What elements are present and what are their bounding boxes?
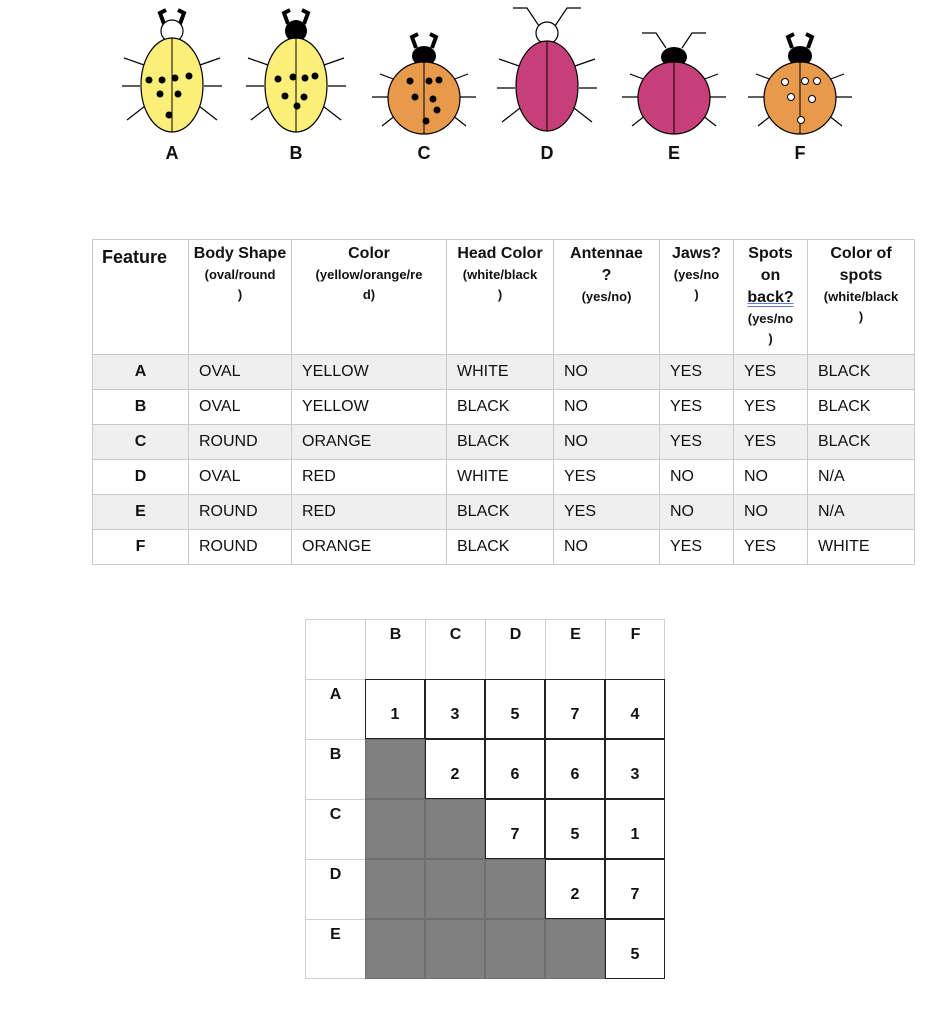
beetle-illustrations [0,0,951,175]
matrix-value-cell: 7 [545,679,605,739]
table-row [93,390,915,425]
matrix-value-cell: 7 [485,799,545,859]
cell-jaws: NO [660,460,734,495]
cell-shape: OVAL [189,460,292,495]
table-row [93,425,915,460]
matrix-value-cell: 3 [605,739,665,799]
matrix-col-label: B [365,619,425,679]
header-head-color-sub: (white/black ) [462,267,538,302]
matrix-row-label: E [305,919,365,979]
beetle-b-drawing [236,0,356,140]
header-antennae-title: Antennae ? [570,245,643,284]
row-label: F [93,530,189,565]
matrix-value-cell: 2 [425,739,485,799]
beetle-e-drawing [614,0,734,140]
row-label: D [93,460,189,495]
beetle-f-drawing [740,0,860,140]
cell-shape: ROUND [189,495,292,530]
header-antennae [554,240,660,355]
matrix-value-cell: 5 [545,799,605,859]
cell-color: YELLOW [292,355,447,390]
beetle-c-label: C [417,143,431,163]
matrix-shaded-cell [425,919,485,979]
beetle-c [364,0,484,175]
header-jaws-title: Jaws? [672,245,721,262]
cell-shape: ROUND [189,425,292,460]
distance-matrix [305,619,665,979]
matrix-shaded-cell [425,859,485,919]
cell-color: YELLOW [292,390,447,425]
cell-spot-color: BLACK [808,425,915,460]
cell-color: ORANGE [292,425,447,460]
beetle-e-label: E [667,143,680,163]
beetle-d-drawing [487,0,607,140]
header-feature: Feature [93,240,189,355]
header-jaws [660,240,734,355]
matrix-value-cell: 1 [605,799,665,859]
matrix-shaded-cell [365,739,425,799]
cell-spot-color: N/A [808,495,915,530]
matrix-shaded-cell [545,919,605,979]
matrix-row-label: B [305,739,365,799]
matrix-shaded-cell [485,919,545,979]
table-row [93,530,915,565]
header-head-color [447,240,554,355]
header-spot-color [808,240,915,355]
table-row [93,355,915,390]
beetle-e [614,0,734,175]
matrix-value-cell: 7 [605,859,665,919]
beetle-a-label: A [165,143,179,163]
table-row [93,495,915,530]
header-color-sub: (yellow/orange/re d) [315,267,423,302]
header-jaws-sub: (yes/no ) [673,267,720,302]
header-spots-sub: (yes/no ) [747,311,794,346]
cell-spots: YES [734,530,808,565]
cell-antennae: NO [554,530,660,565]
cell-shape: OVAL [189,355,292,390]
matrix-value-cell: 6 [485,739,545,799]
row-label: C [93,425,189,460]
cell-spot-color: BLACK [808,355,915,390]
cell-spots: NO [734,460,808,495]
row-label: B [93,390,189,425]
cell-spots: YES [734,425,808,460]
beetle-b [236,0,356,175]
matrix-value-cell: 2 [545,859,605,919]
beetle-d-label: D [540,143,554,163]
cell-color: RED [292,460,447,495]
matrix-value-cell: 6 [545,739,605,799]
matrix-value-cell: 1 [365,679,425,739]
cell-head: WHITE [447,355,554,390]
header-spots [734,240,808,355]
cell-spots: NO [734,495,808,530]
cell-jaws: YES [660,355,734,390]
cell-jaws: YES [660,530,734,565]
header-spots-link[interactable]: back? [747,289,794,306]
matrix-value-cell: 4 [605,679,665,739]
cell-antennae: NO [554,425,660,460]
cell-antennae: NO [554,355,660,390]
beetle-b-label: B [289,143,303,163]
matrix-col-label: F [605,619,665,679]
matrix-row-label: A [305,679,365,739]
cell-head: BLACK [447,495,554,530]
beetle-c-drawing [364,0,484,140]
beetle-a [112,0,232,175]
matrix-shaded-cell [425,799,485,859]
cell-antennae: YES [554,460,660,495]
cell-head: BLACK [447,425,554,460]
matrix-col-label: D [485,619,545,679]
cell-color: ORANGE [292,530,447,565]
cell-spot-color: BLACK [808,390,915,425]
matrix-value-cell: 5 [485,679,545,739]
matrix-shaded-cell [365,919,425,979]
header-color-title: Color [348,245,390,262]
cell-antennae: YES [554,495,660,530]
matrix-shaded-cell [365,799,425,859]
matrix-value-cell: 5 [605,919,665,979]
cell-jaws: NO [660,495,734,530]
cell-spot-color: N/A [808,460,915,495]
beetle-d [487,0,607,175]
header-body-shape-title: Body Shape [193,245,287,262]
matrix-row-label: C [305,799,365,859]
matrix-corner [305,619,365,679]
cell-jaws: YES [660,390,734,425]
header-body-shape [189,240,292,355]
table-row [93,460,915,495]
header-head-color-title: Head Color [457,245,543,262]
matrix-col-label: C [425,619,485,679]
matrix-value-cell: 3 [425,679,485,739]
matrix-shaded-cell [485,859,545,919]
cell-spot-color: WHITE [808,530,915,565]
cell-shape: OVAL [189,390,292,425]
header-spots-title: Spots on [748,245,793,284]
cell-jaws: YES [660,425,734,460]
beetle-f-label: F [794,143,806,163]
beetle-a-drawing [112,0,232,140]
cell-antennae: NO [554,390,660,425]
header-spot-color-title: Color of spots [830,245,892,284]
header-color [292,240,447,355]
header-body-shape-sub: (oval/round ) [204,267,276,302]
cell-color: RED [292,495,447,530]
cell-head: BLACK [447,390,554,425]
cell-head: BLACK [447,530,554,565]
cell-shape: ROUND [189,530,292,565]
matrix-col-label: E [545,619,605,679]
feature-table-body [93,355,915,565]
header-antennae-sub: (yes/no) [581,289,632,304]
matrix-shaded-cell [365,859,425,919]
matrix-row-label: D [305,859,365,919]
row-label: E [93,495,189,530]
header-spot-color-sub: (white/black ) [823,289,899,324]
feature-table [92,239,915,565]
feature-table-header [93,240,915,355]
row-label: A [93,355,189,390]
cell-spots: YES [734,355,808,390]
beetle-f [740,0,860,175]
cell-spots: YES [734,390,808,425]
cell-head: WHITE [447,460,554,495]
